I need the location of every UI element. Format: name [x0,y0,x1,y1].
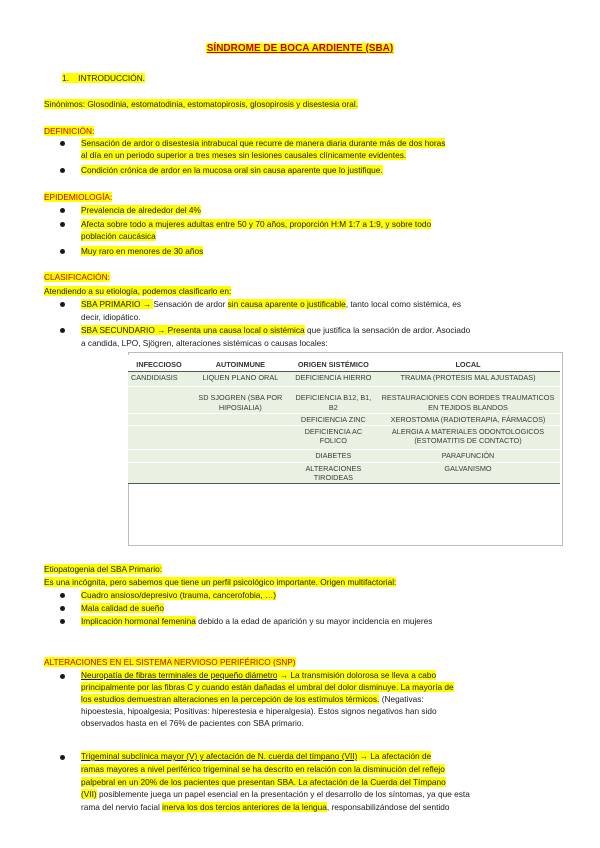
snp-item-2-line-4: (VII) posiblemente juega un papel esencial en la presentación y el desarrollo de los síntomas, ya que esta [81,789,470,799]
bullet-icon [60,593,65,598]
epidemiologia-item-2-cont: población caucásica [81,231,156,241]
bullet-icon [60,328,65,333]
table-header: LOCAL [376,355,560,372]
epidemiologia-item-2: Afecta sobre todo a mujeres adultas entre 50 y 70 años, proporción H:M 1:7 a 1:9, y sobre todo [81,219,432,229]
etiopatogenia-heading: Etiopatogenia del SBA Primario: [44,564,163,574]
snp-item-1-line-2: principalmente por las fibras C y cuando están dañadas el umbral del dolor disminuye. La mayoría de [81,682,454,692]
table-row: ALTERACIONES TIROIDEAS GALVANISMO [128,462,560,483]
etiopatogenia-item-2: Mala calidad de sueño [81,603,165,613]
bullet-icon [60,755,65,760]
bullet-icon [60,674,65,679]
synonyms-line: Sinónimos: Glosodinia, estomatodinia, estomatopirosis, glosopirosis y disestesia oral. [44,99,359,109]
epidemiologia-item-3: Muy raro en menores de 30 años [81,246,204,256]
bullet-icon [60,208,65,213]
snp-item-1-line-3: los estudios demuestran alteraciones en la percepción de los estímulos térmicos. (Negativas: [81,694,424,704]
clasificacion-intro: Atendiendo a su etiología, podemos clasificarlo en: [44,286,232,296]
table-header: INFECCIOSO [128,355,190,372]
snp-item-1-line-4: hipoestesia, hipoalgesia; Positivas: hiperestesia e hiperalgesia). Estos signos negativos han sido [81,706,437,716]
snp-item-2-line-1: Trigeminal subclínica mayor (V) y afectación de N. cuerda del tímpano (VII) → La afectación de [81,751,432,761]
definicion-item-1: Sensación de ardor o disestesia intrabucal que recurre de manera diaria durante más de dos horas [81,138,446,148]
table-header: AUTOINMUNE [190,355,291,372]
snp-item-2-line-3: palpebral en un 20% de los pacientes que presentan SBA. La afectación de la Cuerda del Tímpano [81,777,446,787]
table-row: DIABETES PARAFUNCIÓN [128,450,560,462]
bullet-icon [60,141,65,146]
definicion-item-2: Condición crónica de ardor en la mucosa oral sin causa aparente que lo justifique. [81,165,383,175]
definicion-heading: DEFINICIÓN: [44,126,95,136]
bullet-icon [60,302,65,307]
snp-heading: ALTERACIONES EN EL SISTEMA NERVIOSO PERIFÉRICO (SNP) [44,657,296,667]
table-row: DEFICIENCIA ZINC XEROSTOMIA (RADIOTERAPIA, FÁRMACOS) [128,413,560,425]
snp-item-1-line-5: observados hasta en el 76% de pacientes con SBA primario. [81,718,304,728]
sba-primario-cont: decir, idiopático. [81,312,141,322]
sba-secundario-line: SBA SECUNDARIO → Presenta una causa local o sistémica que justifica la sensación de ardor. Asociado [81,325,471,335]
document-title: SÍNDROME DE BOCA ARDIENTE (SBA) [206,43,394,54]
table-row: DEFICIENCIA AC FOLICO ALERGIA A MATERIALES ODONTOLOGICOS (ESTOMATITIS DE CONTACTO) [128,426,560,450]
clasificacion-heading: CLASIFICACIÓN: [44,272,110,282]
bullet-icon [60,222,65,227]
sba-secundario-cont: a candida, LPO, Sjögren, alteraciones sistémicas o causas locales: [81,338,328,348]
table-row: SD SJOGREN (SBA POR HIPOSIALIA) DEFICIENCIA B12, B1, B2 RESTAURACIONES CON BORDES TRAUMATICOS EN TEJIDOS BLANDOS [128,387,560,413]
bullet-icon [60,619,65,624]
table-row: CANDIDIASIS LIQUEN PLANO ORAL DEFICIENCIA HIERRO TRAUMA (PROTESIS MAL AJUSTADAS) [128,372,560,387]
etiopatogenia-item-3: Implicación hormonal femenina debido a la edad de aparición y su mayor incidencia en mujeres [81,616,433,626]
etiopatogenia-item-1: Cuadro ansioso/depresivo (trauma, cancerofobia, …) [81,590,277,600]
definicion-item-1-cont: al día en un periodo superior a tres meses sin lesiones causales clínicamente evidentes. [81,150,407,160]
bullet-icon [60,606,65,611]
etiopatogenia-intro: Es una incógnita, pero sabemos que tiene un perfil psicológico importante. Origen multifactorial: [44,577,397,587]
epidemiologia-heading: EPIDEMIOLOGÍA: [44,192,113,202]
bullet-icon [60,249,65,254]
snp-item-2-line-2: ramas mayores a nivel periférico trigeminal se ha descrito en relación con la disminución del reflejo [81,764,445,774]
sba-primario-line: SBA PRIMARIO → Sensación de ardor sin causa aparente o justificable, tanto local como sistémica, es [81,299,462,309]
snp-item-1-line-1: Neuropatía de fibras terminales de pequeño diámetro → La transmisión dolorosa se lleva a cabo [81,670,437,680]
table-header-row [128,355,560,372]
section-intro-heading: 1. INTRODUCCIÓN. [62,73,145,83]
table-header: ORIGEN SISTÉMICO [291,355,376,372]
snp-item-2-line-5: rama del nervio facial inerva los dos tercios anteriores de la lengua, responsabilizándose del sentido [81,802,450,812]
epidemiologia-item-1: Prevalencia de alrededor del 4% [81,205,201,215]
classification-table [128,355,560,484]
bullet-icon [60,168,65,173]
